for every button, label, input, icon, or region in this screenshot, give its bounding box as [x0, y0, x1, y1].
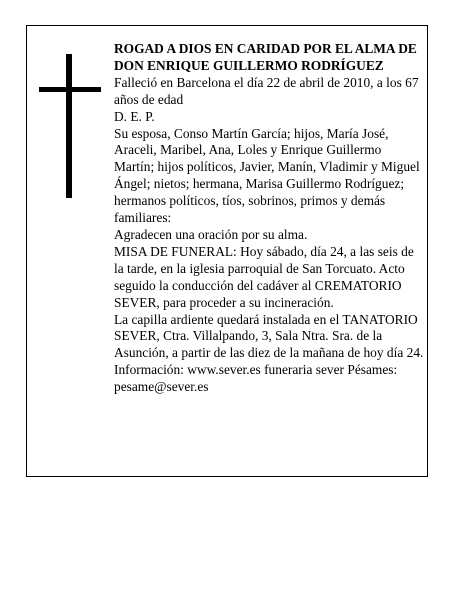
prayer-thanks: Agradecen una oración por su alma. [114, 226, 308, 242]
heading-deceased-name: DON ENRIQUE GUILLERMO RODRÍGUEZ [114, 57, 384, 73]
cross-vertical-bar [66, 54, 72, 198]
notice-text [114, 41, 424, 396]
cross-icon [39, 54, 101, 198]
heading-prayer-request: ROGAD A DIOS EN CARIDAD POR EL ALMA DE [114, 41, 417, 56]
rest-in-peace: D. E. P. [114, 108, 155, 124]
wake-details: La capilla ardiente quedará instalada en el TANATORIO SEVER, Ctra. Villalpando, 3, Sala Ntra. Sra. de la Asunción, a partir de las diez de la mañana de hoy día 24. [114, 311, 424, 361]
cross-horizontal-bar [39, 87, 101, 92]
death-information: Falleció en Barcelona el día 22 de abril de 2010, a los 67 años de edad [114, 74, 419, 107]
obituary-notice [26, 25, 428, 477]
family-members: Su esposa, Conso Martín García; hijos, María José, Araceli, Maribel, Ana, Loles y Enrique Guillermo Martín; hijos políticos, Javier, Manín, Vladimir y Miguel Ángel; nietos; hermana, Marisa Guillermo Rodríguez; hermanos políticos, tíos, sobrinos, primos y demás familiares: [114, 125, 420, 226]
funeral-mass-details: MISA DE FUNERAL: Hoy sábado, día 24, a las seis de la tarde, en la iglesia parroquial de San Torcuato. Acto seguido la conducción del cadáver al CREMATORIO SEVER, para proceder a su incineración. [114, 243, 414, 310]
contact-information: Información: www.sever.es funeraria sever Pésames: pesame@sever.es [114, 362, 398, 395]
